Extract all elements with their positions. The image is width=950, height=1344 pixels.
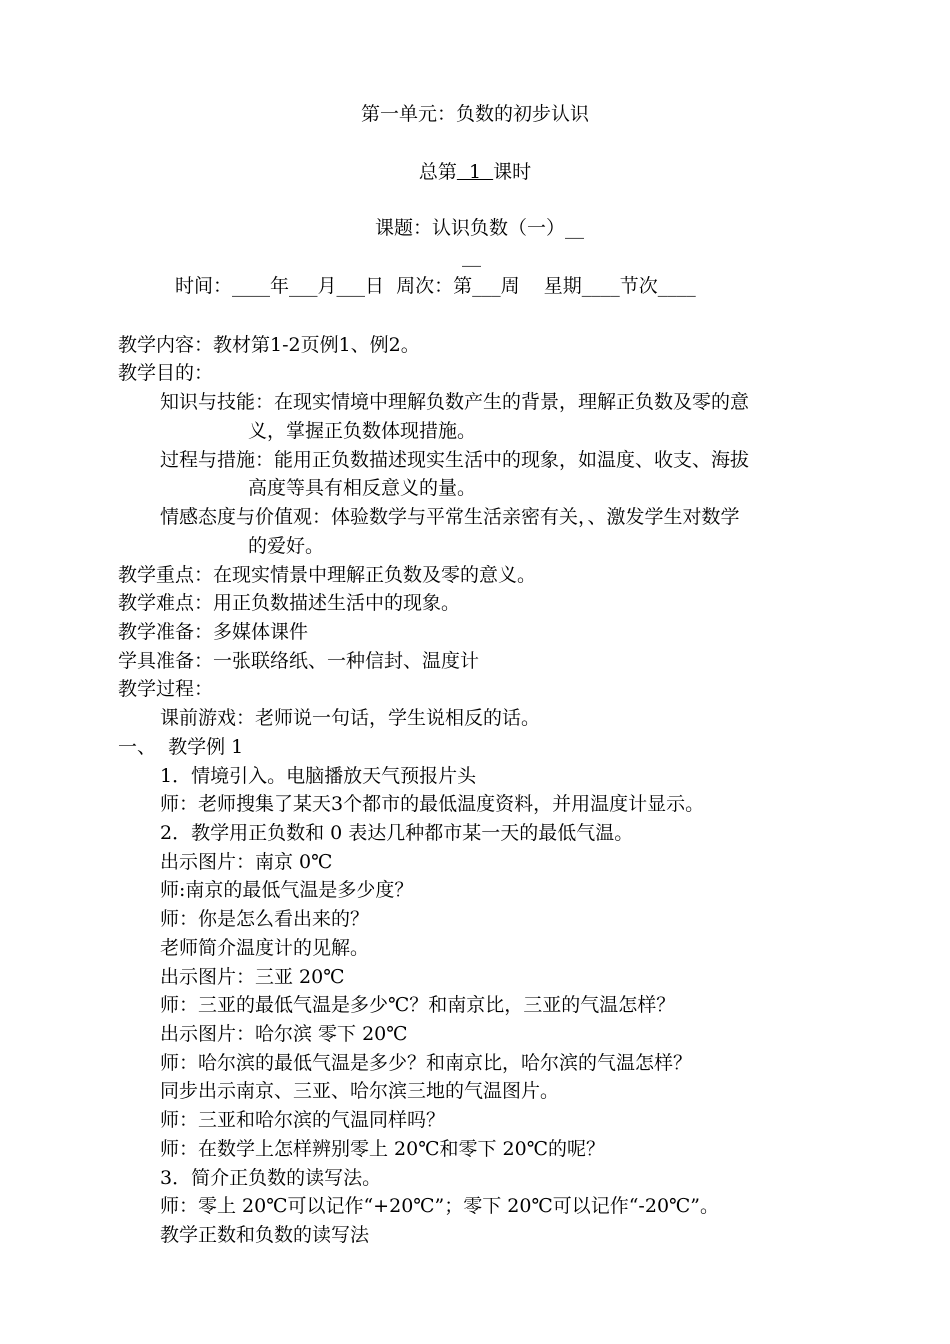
paragraph: 师：三亚的最低气温是多少℃？和南京比，三亚的气温怎样？	[160, 994, 676, 1016]
lesson-total-number: 1	[456, 161, 494, 183]
goal-knowledge: 知识与技能：在现实情境中理解负数产生的背景，理解正负数及零的意	[160, 391, 750, 413]
lesson-total	[0, 160, 950, 184]
unit-title: 第一单元：负数的初步认识	[360, 103, 589, 125]
goal-process-cont: 高度等具有相反意义的量。	[248, 477, 477, 499]
section-heading: 一、 教学例 1	[118, 736, 244, 758]
paragraph: 师：老师搜集了某天3个都市的最低温度资料，并用温度计显示。	[160, 793, 705, 815]
topic-line: 课题：认识负数（一）__	[375, 217, 585, 239]
paragraph: 出示图片：南京 0℃	[160, 851, 333, 873]
lesson-total-prefix: 总第	[418, 161, 457, 183]
goal-emotion: 情感态度与价值观：体验数学与平常生活亲密有关，、激发学生对数学	[160, 506, 740, 528]
paragraph: 师：三亚和哈尔滨的气温同样吗？	[160, 1109, 446, 1131]
preparation: 教学准备：多媒体课件	[118, 621, 309, 643]
paragraph: 师:南京的最低气温是多少度？	[160, 879, 414, 901]
tools: 学具准备：一张联络纸、一种信封、温度计	[118, 650, 480, 672]
key-point: 教学重点：在现实情景中理解正负数及零的意义。	[118, 564, 537, 586]
step-3: 3．简介正负数的读写法。	[160, 1167, 382, 1189]
step-1: 1．情境引入。电脑播放天气预报片头	[160, 765, 477, 787]
paragraph: 师：你是怎么看出来的？	[160, 908, 370, 930]
goal-emotion-cont: 的爱好。	[248, 535, 325, 557]
paragraph: 教学正数和负数的读写法	[160, 1224, 370, 1246]
process-heading: 教学过程：	[118, 678, 214, 700]
paragraph: 师：零上 20℃可以记作“+20℃”；零下 20℃可以记作“-20℃”。	[160, 1195, 719, 1217]
topic-line-continued: __	[462, 245, 481, 267]
goals-heading: 教学目的：	[118, 362, 214, 384]
teaching-content: 教学内容：教材第1-2页例1、例2。	[118, 334, 420, 356]
time-line: 时间：____年___月___日 周次：第___周 星期____节次____	[175, 275, 696, 297]
paragraph: 出示图片：哈尔滨 零下 20℃	[160, 1023, 408, 1045]
paragraph: 师：哈尔滨的最低气温是多少？和南京比，哈尔滨的气温怎样？	[160, 1052, 693, 1074]
paragraph: 出示图片：三亚 20℃	[160, 966, 345, 988]
paragraph: 老师简介温度计的见解。	[160, 937, 370, 959]
lesson-total-suffix: 课时	[493, 161, 532, 183]
goal-knowledge-cont: 义，掌握正负数体现措施。	[248, 420, 477, 442]
warmup: 课前游戏：老师说一句话，学生说相反的话。	[160, 707, 541, 729]
step-2: 2．教学用正负数和 0 表达几种都市某一天的最低气温。	[160, 822, 634, 844]
paragraph: 师：在数学上怎样辨别零上 20℃和零下 20℃的呢？	[160, 1138, 605, 1160]
goal-process: 过程与措施：能用正负数描述现实生活中的现象，如温度、收支、海拔	[160, 449, 750, 471]
difficulty: 教学难点：用正负数描述生活中的现象。	[118, 592, 461, 614]
paragraph: 同步出示南京、三亚、哈尔滨三地的气温图片。	[160, 1080, 560, 1102]
